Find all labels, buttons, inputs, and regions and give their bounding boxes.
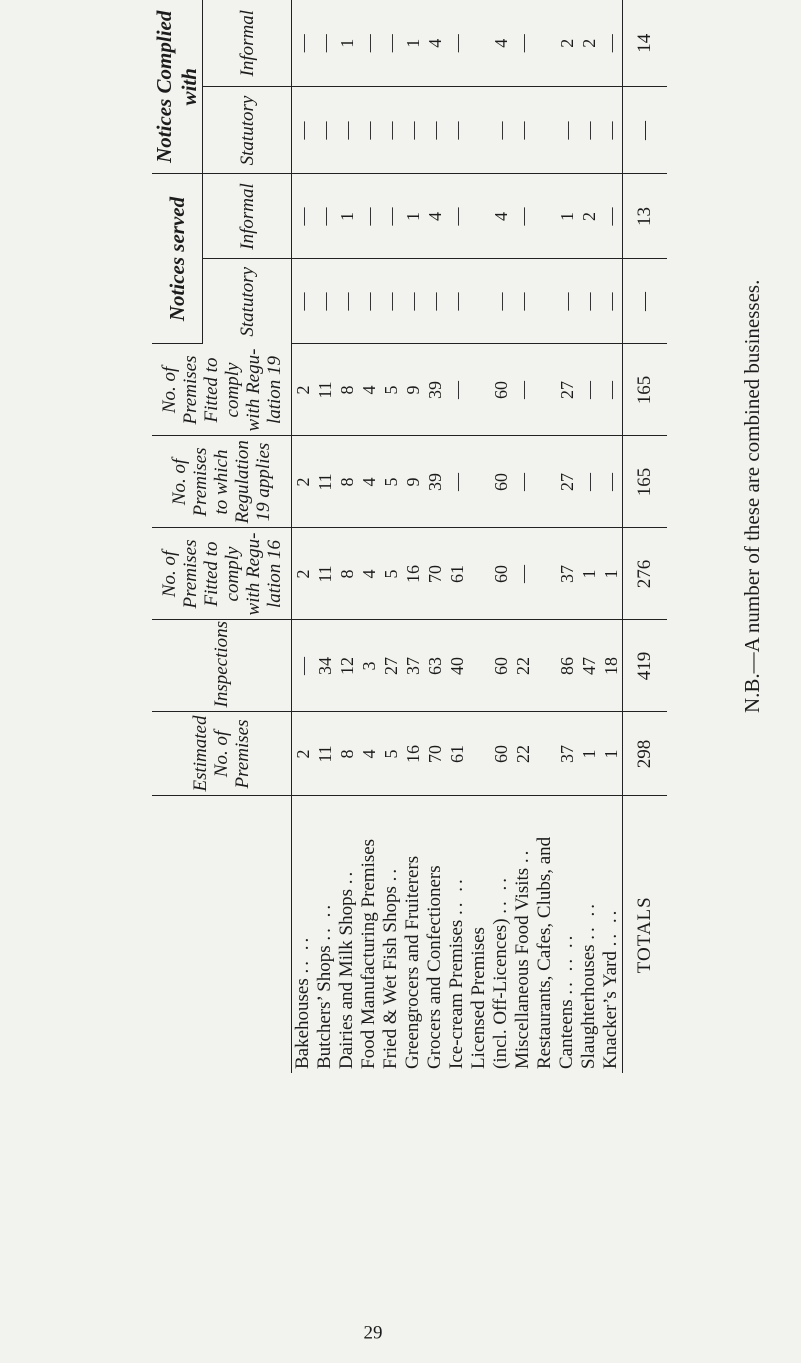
cell-reg19-fitted: 8 [336, 344, 358, 436]
row-category [314, 796, 336, 1073]
cell-reg19-fitted: — [446, 344, 468, 436]
cell-inspections: 63 [424, 620, 446, 712]
cell-estimated: 5 [380, 712, 402, 796]
cell-reg16: 1 [600, 528, 623, 620]
cell-complied-informal: — [600, 0, 623, 87]
header-complied-informal: Informal [203, 0, 292, 87]
table-row [512, 0, 534, 1073]
cell-complied-informal [468, 0, 490, 87]
totals-label: TOTALS [623, 796, 668, 1073]
cell-reg19-fitted: 60 [490, 344, 512, 436]
cell-inspections [468, 620, 490, 712]
cell-estimated: 1 [578, 712, 600, 796]
cell-reg19-fitted: — [578, 344, 600, 436]
table-row [380, 0, 402, 1073]
category-label: Greengrocers and Fruiterers [402, 855, 423, 1069]
table-row [600, 0, 623, 1073]
dot-leader: .. [512, 847, 533, 864]
cell-served-informal: — [292, 174, 315, 259]
cell-served-statutory: — [446, 259, 468, 344]
cell-reg19-applies [468, 436, 490, 528]
dot-leader: .. [336, 868, 357, 885]
cell-served-informal: 4 [424, 174, 446, 259]
cell-complied-informal: 2 [556, 0, 578, 87]
cell-reg16: 4 [358, 528, 380, 620]
cell-served-informal: — [314, 174, 336, 259]
cell-complied-statutory: — [512, 87, 534, 174]
cell-reg19-applies: 11 [314, 436, 336, 528]
cell-complied-informal: 4 [424, 0, 446, 87]
cell-reg19-fitted: — [512, 344, 534, 436]
cell-estimated: 8 [336, 712, 358, 796]
cell-served-statutory: — [578, 259, 600, 344]
cell-estimated: 60 [490, 712, 512, 796]
cell-reg19-fitted: 11 [314, 344, 336, 436]
cell-estimated: 1 [600, 712, 623, 796]
cell-reg19-applies: — [512, 436, 534, 528]
cell-complied-statutory: — [336, 87, 358, 174]
row-category [468, 796, 490, 1073]
total-served-statutory: — [623, 259, 668, 344]
cell-inspections: 3 [358, 620, 380, 712]
cell-complied-statutory [534, 87, 556, 174]
cell-reg19-applies: — [578, 436, 600, 528]
cell-complied-informal: 2 [578, 0, 600, 87]
category-label: Food Manufacturing Premises [358, 838, 379, 1069]
category-label: Butchers’ Shops [314, 945, 335, 1069]
cell-inspections: 18 [600, 620, 623, 712]
row-category [578, 796, 600, 1073]
cell-complied-statutory: — [556, 87, 578, 174]
cell-reg19-applies: — [600, 436, 623, 528]
header-inspections: Inspections [152, 620, 292, 712]
row-category [446, 796, 468, 1073]
category-label: (incl. Off-Licences) [490, 918, 511, 1069]
dot-leader: .. [380, 865, 401, 882]
cell-inspections: 27 [380, 620, 402, 712]
cell-reg16 [534, 528, 556, 620]
cell-served-statutory: — [380, 259, 402, 344]
cell-inspections: 22 [512, 620, 534, 712]
cell-estimated: 22 [512, 712, 534, 796]
dot-leader: .. .. [578, 900, 599, 940]
cell-reg19-fitted: 5 [380, 344, 402, 436]
cell-served-informal: — [512, 174, 534, 259]
dot-leader: .. .. [446, 876, 467, 915]
cell-reg19-fitted: 4 [358, 344, 380, 436]
cell-reg19-fitted [534, 344, 556, 436]
cell-served-statutory: — [424, 259, 446, 344]
header-estimated: Estimated No. of Premises [152, 712, 292, 796]
page-number: 29 [363, 1322, 383, 1344]
header-reg19-applies: No. of Premises to which Regulation 19 applies [152, 436, 292, 528]
cell-reg16: 16 [402, 528, 424, 620]
total-estimated: 298 [623, 712, 668, 796]
row-category [380, 796, 402, 1073]
dot-leader: .. .. [314, 901, 335, 941]
cell-estimated: 37 [556, 712, 578, 796]
header-notices-served: Notices served [152, 174, 203, 344]
cell-complied-statutory: — [314, 87, 336, 174]
cell-estimated: 16 [402, 712, 424, 796]
cell-inspections: 37 [402, 620, 424, 712]
cell-complied-statutory [468, 87, 490, 174]
header-notices-complied: Notices Complied with [152, 0, 203, 174]
cell-reg19-applies: 2 [292, 436, 315, 528]
cell-reg16: 5 [380, 528, 402, 620]
cell-reg19-applies: 39 [424, 436, 446, 528]
category-label: Restaurants, Cafes, Clubs, and [534, 836, 555, 1069]
cell-inspections: 47 [578, 620, 600, 712]
row-category [534, 796, 556, 1073]
cell-complied-informal: — [358, 0, 380, 87]
cell-reg19-applies: 9 [402, 436, 424, 528]
row-category [556, 796, 578, 1073]
category-label: Slaughterhouses [578, 944, 599, 1069]
total-reg19-applies: 165 [623, 436, 668, 528]
totals-row [623, 0, 668, 1073]
row-category [490, 796, 512, 1073]
cell-served-informal [534, 174, 556, 259]
row-category [512, 796, 534, 1073]
table-body [292, 0, 623, 1073]
cell-complied-statutory: — [424, 87, 446, 174]
header-complied-statutory: Statutory [203, 87, 292, 174]
table-row [578, 0, 600, 1073]
table-row [490, 0, 512, 1073]
footnote: N.B.—A number of these are combined businesses. [740, 279, 764, 713]
cell-served-informal: 1 [556, 174, 578, 259]
cell-complied-statutory: — [402, 87, 424, 174]
cell-complied-statutory: — [446, 87, 468, 174]
header-reg19-fitted: No. of Premises Fitted to comply with Regu-lation 19 [152, 344, 292, 436]
cell-reg16: 8 [336, 528, 358, 620]
total-reg19-fitted: 165 [623, 344, 668, 436]
row-category [600, 796, 623, 1073]
cell-reg19-applies: 4 [358, 436, 380, 528]
cell-reg19-applies: 5 [380, 436, 402, 528]
row-category [336, 796, 358, 1073]
cell-served-statutory: — [512, 259, 534, 344]
cell-complied-informal: 1 [402, 0, 424, 87]
cell-reg16: 2 [292, 528, 315, 620]
cell-served-informal: 1 [336, 174, 358, 259]
cell-served-statutory: — [490, 259, 512, 344]
cell-reg16: 60 [490, 528, 512, 620]
food-premises-table [152, 0, 667, 1073]
cell-estimated [534, 712, 556, 796]
cell-reg19-applies [534, 436, 556, 528]
cell-inspections: 60 [490, 620, 512, 712]
row-category [358, 796, 380, 1073]
cell-served-informal: — [446, 174, 468, 259]
cell-estimated: 61 [446, 712, 468, 796]
cell-reg19-applies: 8 [336, 436, 358, 528]
cell-complied-informal: — [446, 0, 468, 87]
cell-inspections: — [292, 620, 315, 712]
cell-complied-informal: — [314, 0, 336, 87]
total-reg16: 276 [623, 528, 668, 620]
category-label: Miscellaneous Food Visits [512, 867, 533, 1069]
cell-estimated: 4 [358, 712, 380, 796]
cell-complied-informal: — [380, 0, 402, 87]
table-row [424, 0, 446, 1073]
cell-reg16 [468, 528, 490, 620]
cell-served-statutory: — [336, 259, 358, 344]
header-served-informal: Informal [203, 174, 292, 259]
cell-served-informal: 4 [490, 174, 512, 259]
cell-reg16: 61 [446, 528, 468, 620]
cell-reg19-fitted [468, 344, 490, 436]
cell-served-statutory: — [600, 259, 623, 344]
total-complied-statutory: — [623, 87, 668, 174]
dot-leader: .. .. .. [556, 932, 577, 995]
cell-estimated: 11 [314, 712, 336, 796]
row-category [292, 796, 315, 1073]
row-category [402, 796, 424, 1073]
table-row [468, 0, 490, 1073]
total-served-informal: 13 [623, 174, 668, 259]
cell-complied-informal: — [512, 0, 534, 87]
category-label: Grocers and Confectioners [424, 865, 445, 1069]
cell-complied-informal: 1 [336, 0, 358, 87]
table-row [336, 0, 358, 1073]
cell-served-statutory: — [402, 259, 424, 344]
cell-inspections: 34 [314, 620, 336, 712]
cell-served-statutory: — [314, 259, 336, 344]
cell-inspections: 12 [336, 620, 358, 712]
dot-leader: .. .. [292, 934, 313, 974]
table-row [446, 0, 468, 1073]
dot-leader: .. .. [490, 874, 511, 914]
cell-reg19-applies: 60 [490, 436, 512, 528]
cell-served-informal: — [600, 174, 623, 259]
cell-complied-statutory: — [380, 87, 402, 174]
cell-estimated [468, 712, 490, 796]
cell-complied-statutory: — [490, 87, 512, 174]
cell-served-statutory [468, 259, 490, 344]
cell-served-informal: 2 [578, 174, 600, 259]
category-label: Bakehouses [292, 978, 313, 1069]
table-row [358, 0, 380, 1073]
category-label: Canteens [556, 999, 577, 1069]
cell-estimated: 70 [424, 712, 446, 796]
cell-reg16: 1 [578, 528, 600, 620]
category-label: Ice-cream Premises [446, 919, 467, 1069]
cell-complied-informal: — [292, 0, 315, 87]
cell-reg19-fitted: — [600, 344, 623, 436]
category-label: Fried & Wet Fish Shops [380, 886, 401, 1069]
header-category [152, 796, 292, 1073]
category-label: Dairies and Milk Shops [336, 889, 357, 1069]
table-row [534, 0, 556, 1073]
cell-reg19-fitted: 9 [402, 344, 424, 436]
cell-complied-statutory: — [600, 87, 623, 174]
cell-inspections: 40 [446, 620, 468, 712]
cell-reg19-fitted: 2 [292, 344, 315, 436]
cell-reg19-applies: — [446, 436, 468, 528]
table-row [292, 0, 315, 1073]
cell-inspections [534, 620, 556, 712]
cell-served-statutory: — [358, 259, 380, 344]
total-complied-informal: 14 [623, 0, 668, 87]
cell-served-informal: — [380, 174, 402, 259]
header-served-statutory: Statutory [203, 259, 292, 344]
cell-served-statutory: — [292, 259, 315, 344]
cell-reg16: — [512, 528, 534, 620]
cell-complied-statutory: — [292, 87, 315, 174]
cell-served-informal: 1 [402, 174, 424, 259]
cell-complied-informal [534, 0, 556, 87]
cell-reg19-fitted: 27 [556, 344, 578, 436]
cell-complied-statutory: — [358, 87, 380, 174]
cell-served-informal [468, 174, 490, 259]
cell-served-informal: — [358, 174, 380, 259]
dot-leader: .. .. [600, 907, 621, 947]
cell-estimated: 2 [292, 712, 315, 796]
cell-complied-informal: 4 [490, 0, 512, 87]
total-inspections: 419 [623, 620, 668, 712]
cell-reg16: 70 [424, 528, 446, 620]
cell-complied-statutory: — [578, 87, 600, 174]
cell-reg19-applies: 27 [556, 436, 578, 528]
row-category [424, 796, 446, 1073]
cell-reg19-fitted: 39 [424, 344, 446, 436]
cell-served-statutory: — [556, 259, 578, 344]
cell-reg16: 11 [314, 528, 336, 620]
header-reg16: No. of Premises Fitted to comply with Regu-lation 16 [152, 528, 292, 620]
cell-served-statutory [534, 259, 556, 344]
table-row [402, 0, 424, 1073]
header-row-1 [152, 0, 203, 1073]
cell-inspections: 86 [556, 620, 578, 712]
category-label: Licensed Premises [468, 927, 489, 1069]
table-row [556, 0, 578, 1073]
cell-reg16: 37 [556, 528, 578, 620]
category-label: Knacker’s Yard [600, 951, 621, 1069]
table-row [314, 0, 336, 1073]
